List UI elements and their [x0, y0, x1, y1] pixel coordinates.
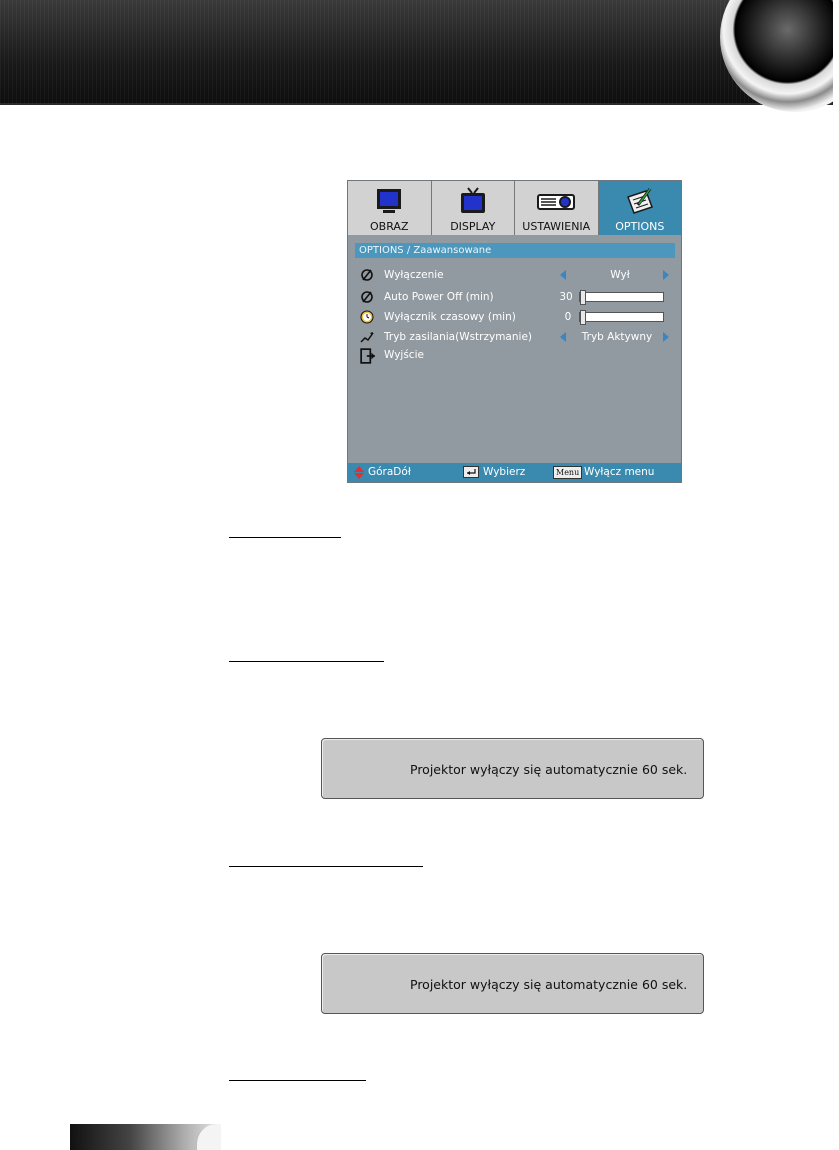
footer-menu-label: Wyłącz menu [584, 466, 655, 478]
clock-icon [360, 310, 374, 324]
section-heading-line-4 [229, 1080, 366, 1081]
section-heading-line-2 [229, 661, 384, 662]
auto-power-off-slider[interactable] [579, 292, 664, 302]
menu-row-wylaczenie[interactable] [360, 267, 680, 285]
section-heading-line-1 [229, 537, 341, 538]
osd-footer [348, 463, 681, 482]
slider-value: 30 [559, 291, 573, 303]
tab-label: USTAWIENIA [522, 220, 591, 233]
sleep-timer-message-box [321, 953, 704, 1014]
menu-key-icon: Menu [553, 466, 582, 479]
menu-row-label: Wyjście [384, 349, 424, 361]
arrow-right-icon[interactable] [663, 332, 669, 342]
arrow-left-icon[interactable] [560, 270, 566, 280]
menu-row-label: Auto Power Off (min) [384, 291, 494, 303]
tab-label: DISPLAY [450, 220, 496, 233]
osd-tabs [348, 181, 681, 235]
tab-display[interactable] [432, 181, 516, 235]
header-edge [833, 0, 839, 105]
menu-row-auto-power-off[interactable] [360, 289, 680, 307]
sleep-timer-slider[interactable] [579, 312, 664, 322]
osd-menu [347, 180, 682, 483]
slider-knob[interactable] [580, 290, 586, 305]
power-mode-icon [360, 330, 374, 344]
menu-row-sleep-timer[interactable] [360, 309, 680, 327]
slider-knob[interactable] [580, 310, 586, 325]
arrow-right-icon[interactable] [663, 270, 669, 280]
section-heading-line-3 [229, 866, 423, 867]
tab-label: OPTIONS [615, 220, 665, 233]
tab-options[interactable] [599, 181, 682, 235]
tab-obraz[interactable] [348, 181, 432, 235]
enter-key-icon [463, 466, 479, 478]
menu-row-label: Wyłącznik czasowy (min) [384, 311, 516, 323]
tab-ustawienia[interactable] [515, 181, 599, 235]
menu-row-value: Wył [610, 269, 630, 281]
up-down-icon [354, 466, 364, 479]
power-icon [360, 290, 374, 304]
message-text: Projektor wyłączy się automatycznie 60 sek. [410, 762, 688, 777]
footer-updown-label: GóraDół [368, 466, 411, 478]
menu-row-value: Tryb Aktywny [581, 331, 653, 343]
options-pencil-icon [624, 187, 656, 215]
monitor-icon [375, 187, 403, 215]
slider-value: 0 [564, 311, 572, 323]
footer-enter-label: Wybierz [483, 466, 526, 478]
tab-label: OBRAZ [370, 220, 409, 233]
breadcrumb: OPTIONS / Zaawansowane [355, 243, 675, 258]
menu-row-power-mode[interactable] [360, 329, 680, 347]
header-banner [0, 0, 839, 103]
tv-icon [459, 187, 487, 215]
exit-icon [360, 348, 376, 364]
power-icon [360, 268, 374, 282]
menu-row-label: Wyłączenie [384, 269, 444, 281]
header-divider [0, 103, 839, 105]
arrow-left-icon[interactable] [560, 332, 566, 342]
message-text: Projektor wyłączy się automatycznie 60 sek. [410, 977, 688, 992]
menu-row-exit[interactable] [360, 347, 680, 365]
menu-row-label: Tryb zasilania(Wstrzymanie) [384, 331, 532, 343]
auto-off-message-box [321, 738, 704, 799]
projector-icon [536, 187, 576, 215]
